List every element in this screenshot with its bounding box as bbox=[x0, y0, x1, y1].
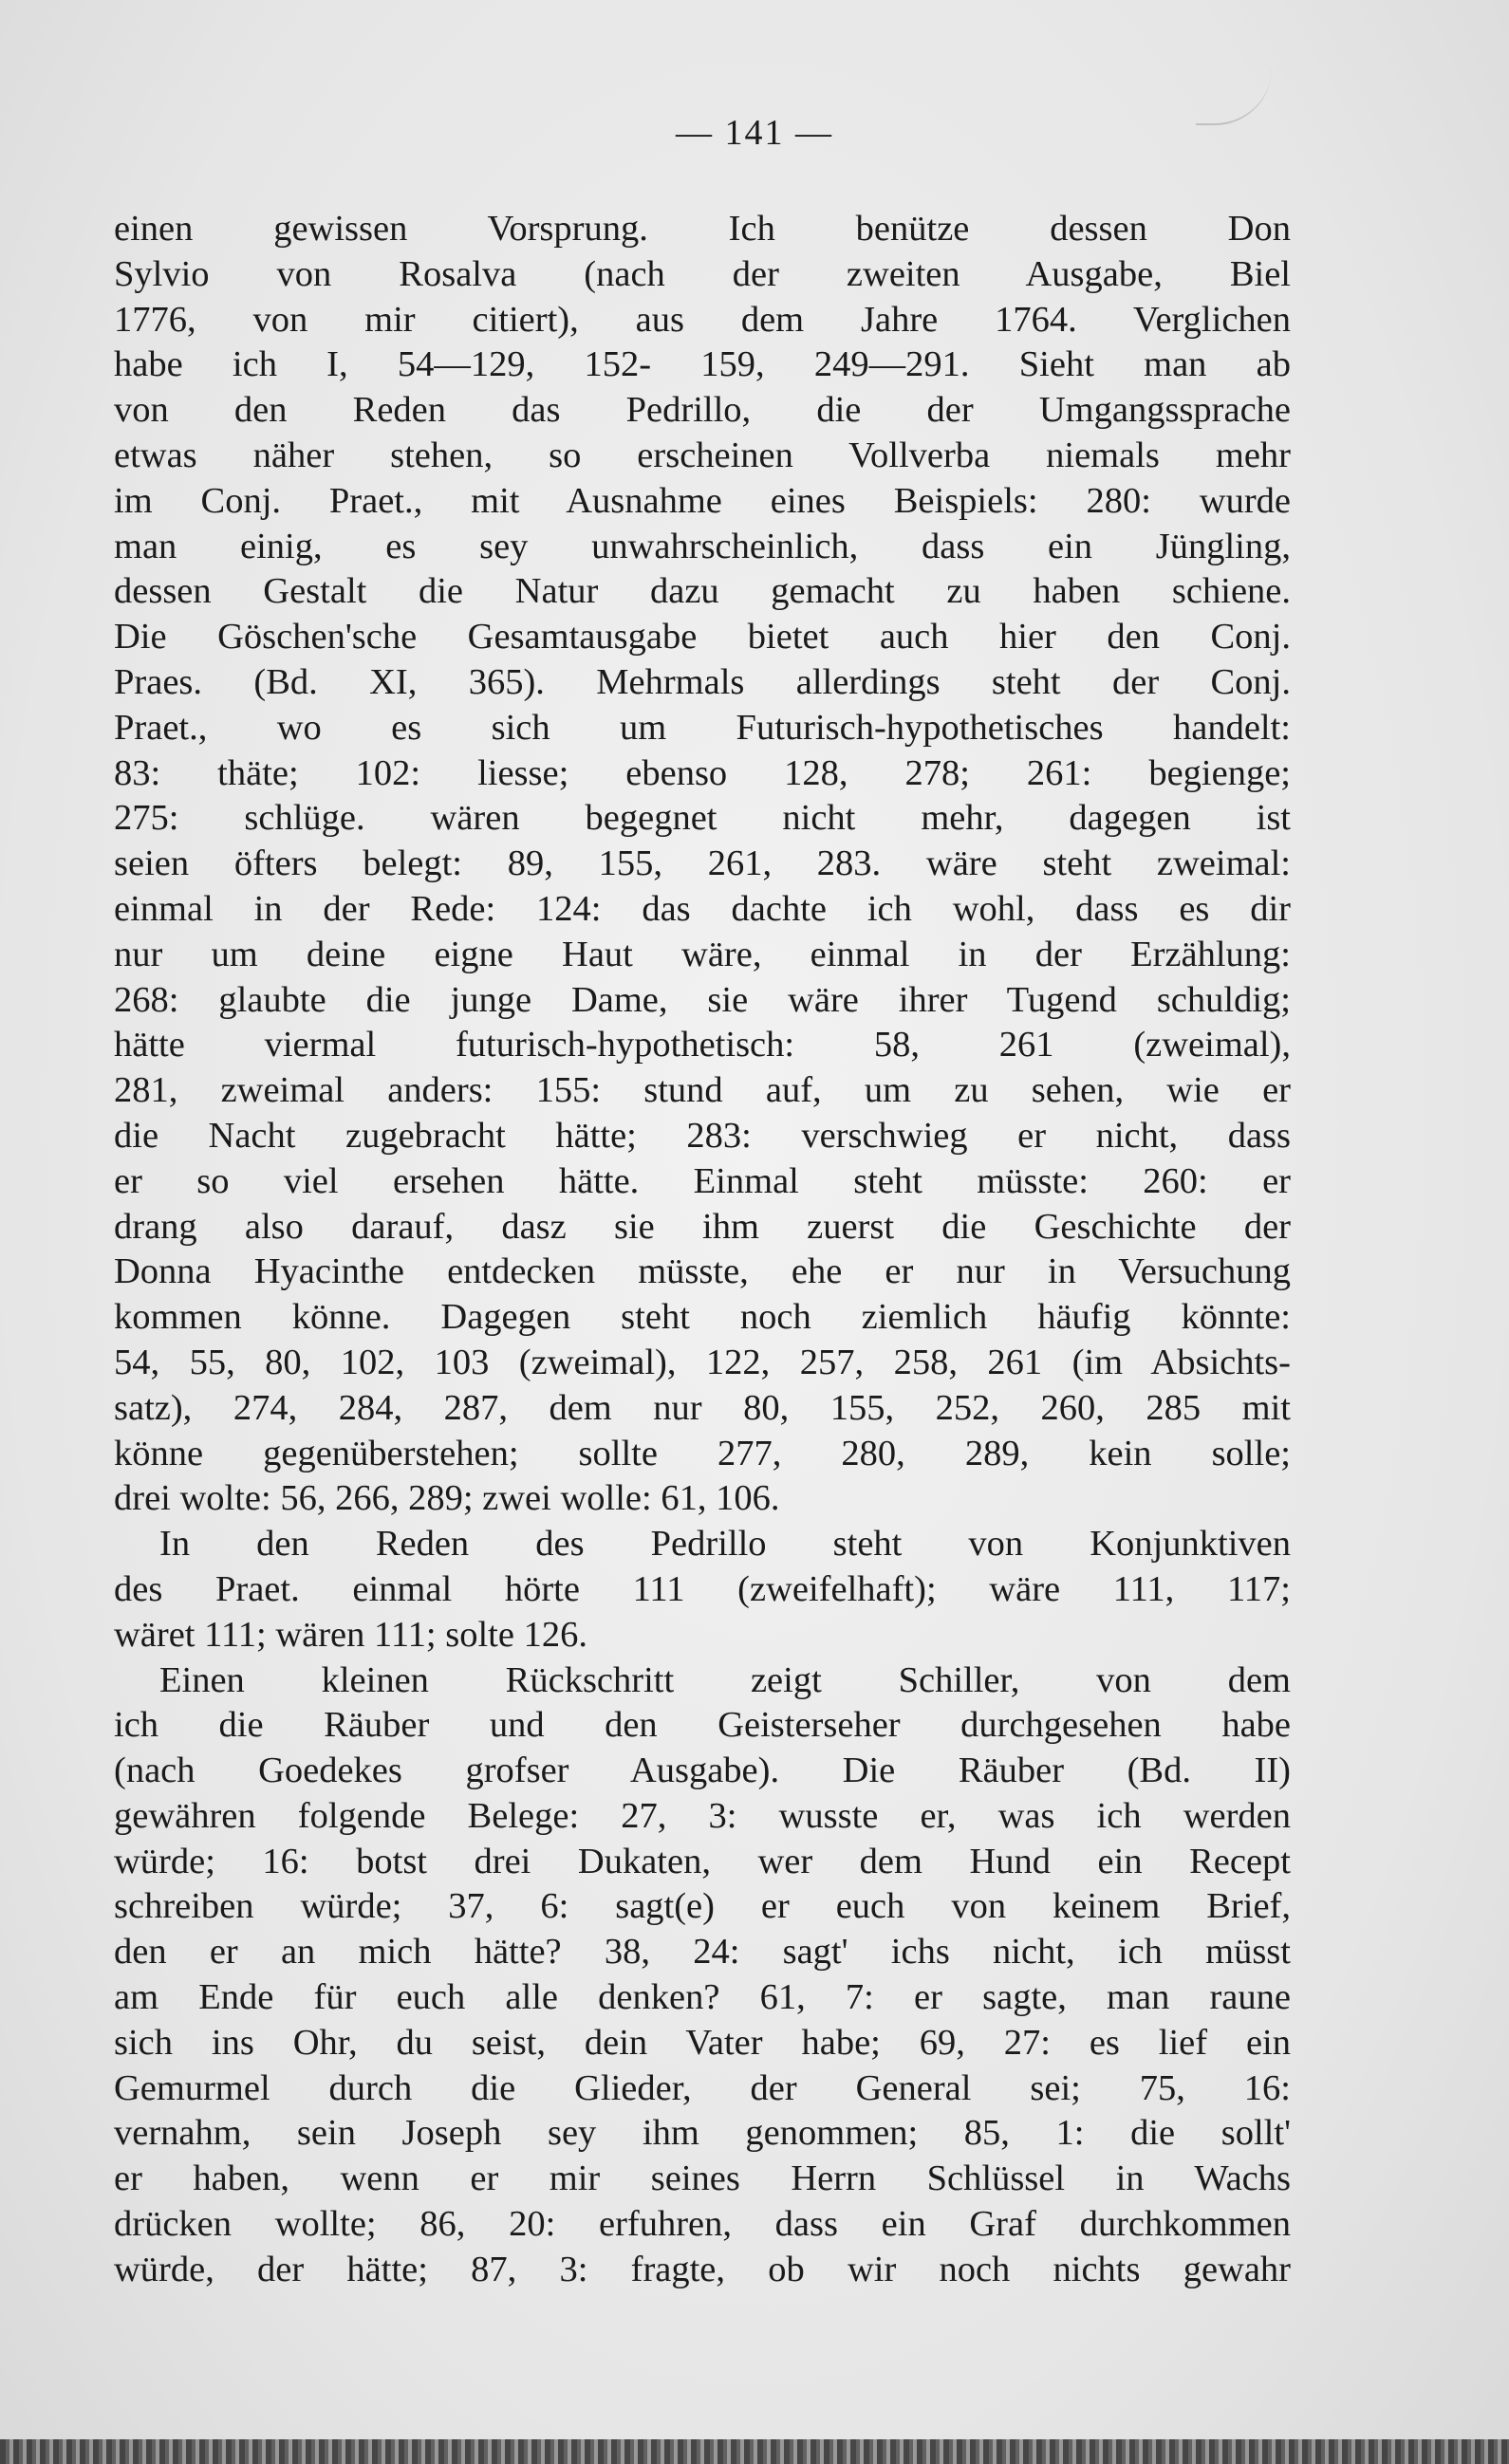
text-line: 275: schlüge. wären begegnet nicht mehr, dagegen ist bbox=[114, 798, 1291, 839]
text-line: Sylvio von Rosalva (nach der zweiten Ausgabe, Biel bbox=[114, 253, 1291, 294]
text-line: einmal in der Rede: 124: das dachte ich wohl, dass es dir bbox=[114, 888, 1291, 929]
text-line: Gemurmel durch die Glieder, der General sei; 75, 16: bbox=[114, 2067, 1291, 2108]
text-line: wäret 111; wären 111; solte 126. bbox=[114, 1614, 587, 1655]
text-line: die Nacht zugebracht hätte; 283: verschwieg er nicht, dass bbox=[114, 1115, 1291, 1156]
text-line: ich die Räuber und den Geisterseher durchgesehen habe bbox=[114, 1705, 1291, 1746]
text-line: In den Reden des Pedrillo steht von Konjunktiven bbox=[159, 1524, 1291, 1565]
page-edge-strip bbox=[0, 2439, 1509, 2464]
page-number: — 141 — bbox=[676, 113, 833, 153]
text-line: man einig, es sey unwahrscheinlich, dass ein Jüngling, bbox=[114, 526, 1291, 566]
text-line: hätte viermal futurisch-hypothetisch: 58, 261 (zweimal), bbox=[114, 1025, 1291, 1065]
text-line: habe ich I, 54—129, 152- 159, 249—291. Sieht man ab bbox=[114, 344, 1291, 385]
text-line: würde; 16: botst drei Dukaten, wer dem Hund ein Recept bbox=[114, 1841, 1291, 1881]
text-line: 83: thäte; 102: liesse; ebenso 128, 278; 261: begienge; bbox=[114, 752, 1291, 793]
text-line: er so viel ersehen hätte. Einmal steht müsste: 260: er bbox=[114, 1160, 1291, 1201]
text-line: nur um deine eigne Haut wäre, einmal in der Erzählung: bbox=[114, 934, 1291, 974]
text-line: 54, 55, 80, 102, 103 (zweimal), 122, 257, 258, 261 (im Absichts- bbox=[114, 1342, 1291, 1382]
text-line: drücken wollte; 86, 20: erfuhren, dass ein Graf durchkommen bbox=[114, 2204, 1291, 2245]
text-line: (nach Goedekes grofser Ausgabe). Die Räuber (Bd. II) bbox=[114, 1751, 1291, 1791]
text-line: könne gegenüberstehen; sollte 277, 280, 289, kein solle; bbox=[114, 1433, 1291, 1473]
text-line: er haben, wenn er mir seines Herrn Schlüssel in Wachs bbox=[114, 2158, 1291, 2199]
text-line: vernahm, sein Joseph sey ihm genommen; 85, 1: die sollt' bbox=[114, 2113, 1291, 2154]
text-line: würde, der hätte; 87, 3: fragte, ob wir noch nichts gewahr bbox=[114, 2249, 1291, 2289]
text-line: sich ins Ohr, du seist, dein Vater habe; 69, 27: es lief ein bbox=[114, 2022, 1291, 2063]
text-line: drei wolte: 56, 266, 289; zwei wolle: 61, 106. bbox=[114, 1478, 780, 1519]
text-line: kommen könne. Dagegen steht noch ziemlich häufig könnte: bbox=[114, 1297, 1291, 1338]
text-line: drang also darauf, dasz sie ihm zuerst die Geschichte der bbox=[114, 1206, 1291, 1247]
text-line: dessen Gestalt die Natur dazu gemacht zu haben schiene. bbox=[114, 571, 1291, 612]
text-line: am Ende für euch alle denken? 61, 7: er sagte, man raune bbox=[114, 1977, 1291, 2018]
text-line: von den Reden das Pedrillo, die der Umgangssprache bbox=[114, 390, 1291, 431]
text-line: Die Göschen'sche Gesamtausgabe bietet auch hier den Conj. bbox=[114, 617, 1291, 658]
text-line: satz), 274, 284, 287, dem nur 80, 155, 252, 260, 285 mit bbox=[114, 1387, 1291, 1428]
text-line: den er an mich hätte? 38, 24: sagt' ichs nicht, ich müsst bbox=[114, 1932, 1291, 1973]
text-line: 281, zweimal anders: 155: stund auf, um zu sehen, wie er bbox=[114, 1070, 1291, 1111]
text-line: Donna Hyacinthe entdecken müsste, ehe er nur in Versuchung bbox=[114, 1251, 1291, 1292]
text-line: etwas näher stehen, so erscheinen Vollverba niemals mehr bbox=[114, 435, 1291, 475]
text-line: Einen kleinen Rückschritt zeigt Schiller, von dem bbox=[159, 1659, 1291, 1700]
body-text bbox=[114, 207, 1291, 2293]
text-line: gewähren folgende Belege: 27, 3: wusste er, was ich werden bbox=[114, 1795, 1291, 1836]
text-line: einen gewissen Vorsprung. Ich benütze dessen Don bbox=[114, 209, 1291, 249]
text-line: des Praet. einmal hörte 111 (zweifelhaft); wäre 111, 117; bbox=[114, 1568, 1291, 1609]
text-line: 268: glaubte die junge Dame, sie wäre ihrer Tugend schuldig; bbox=[114, 979, 1291, 1020]
text-line: seien öfters belegt: 89, 155, 261, 283. wäre steht zweimal: bbox=[114, 843, 1291, 884]
text-line: 1776, von mir citiert), aus dem Jahre 1764. Verglichen bbox=[114, 299, 1291, 340]
text-line: Praes. (Bd. XI, 365). Mehrmals allerdings steht der Conj. bbox=[114, 661, 1291, 702]
text-line: Praet., wo es sich um Futurisch-hypothetisches handelt: bbox=[114, 707, 1291, 748]
text-line: schreiben würde; 37, 6: sagt(e) er euch von keinem Brief, bbox=[114, 1886, 1291, 1927]
text-line: im Conj. Praet., mit Ausnahme eines Beispiels: 280: wurde bbox=[114, 480, 1291, 521]
